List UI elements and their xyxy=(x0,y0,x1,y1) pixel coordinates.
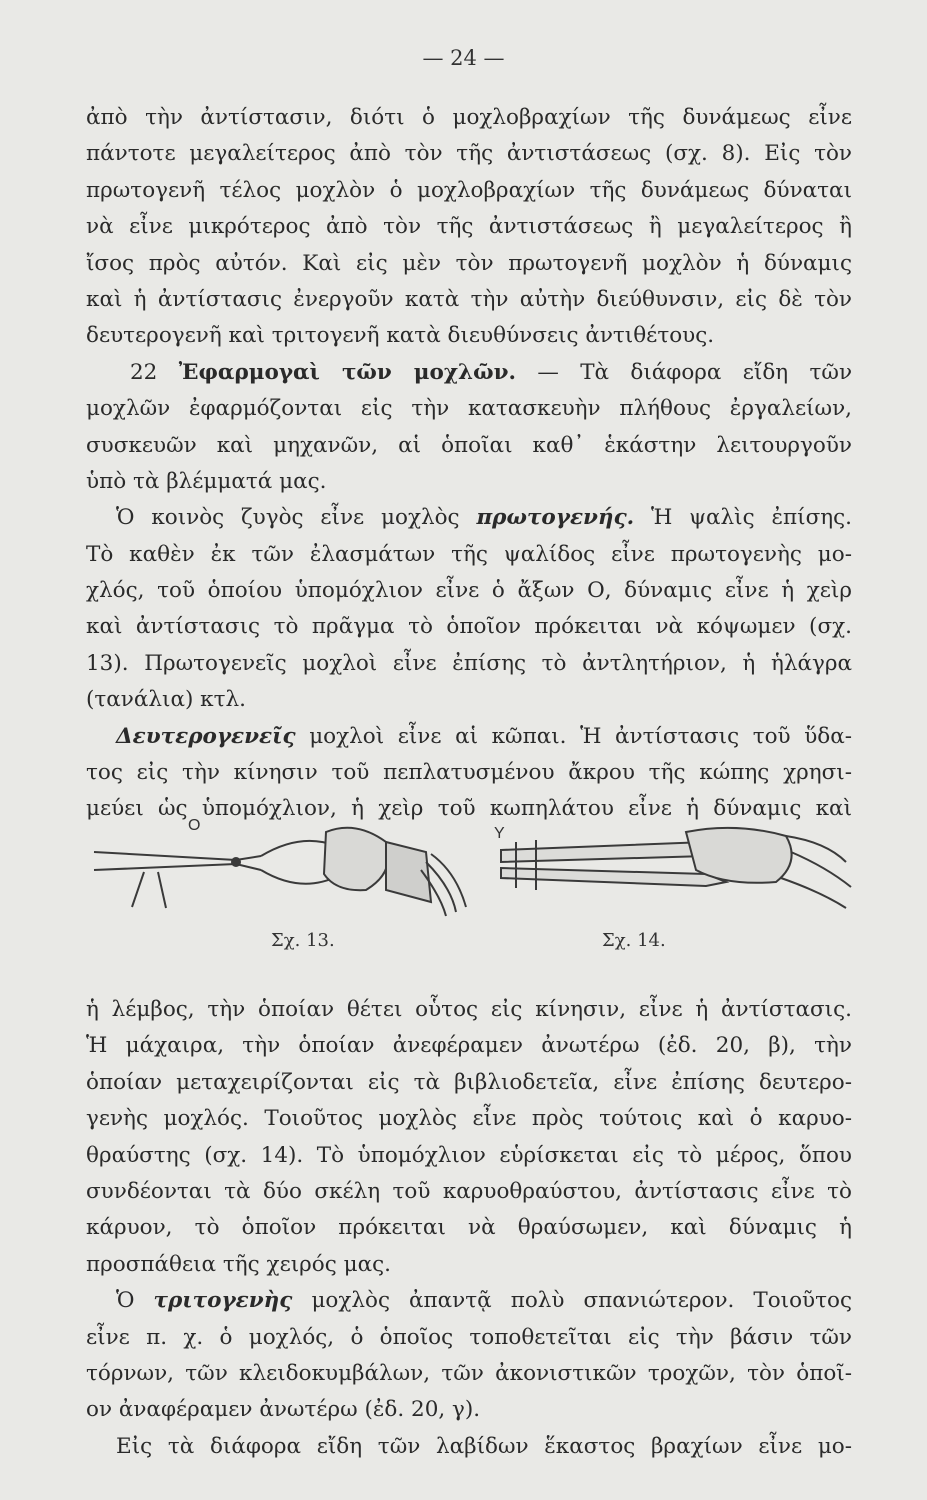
section-title: Ἐφαρμογαὶ τῶν μοχλῶν. xyxy=(178,359,516,385)
text-line xyxy=(86,1283,852,1319)
section-number: 22 xyxy=(130,359,158,385)
text-span: Ἡ ψαλὶς ἐπίσης. xyxy=(650,505,852,531)
text-line: καὶ ἡ ἀντίστασις ἐνεργοῦν κατὰ τὴν αὐτὴν διεύθυνσιν, εἰς δὲ τὸν xyxy=(86,286,852,312)
text-line: δευτερογενῆ καὶ τριτογενῆ κατὰ διευθύνσεις ἀντιθέτους. xyxy=(86,323,715,349)
text-line: Ἡ μάχαιρα, τὴν ὁποίαν ἀνεφέραμεν ἀνωτέρω (ἐδ. 20, β), τὴν xyxy=(86,1033,852,1059)
text-line: νὰ εἶνε μικρότερος ἀπὸ τὸν τῆς ἀντιστάσεως ἢ μεγαλείτερος ἢ xyxy=(86,214,852,240)
text-line: ὁποίαν μεταχειρίζονται εἰς τὰ βιβλιοδετεῖα, εἶνε ἐπίσης δευτερο- xyxy=(86,1069,852,1095)
text-line: ἡ λέμβος, τὴν ὁποίαν θέτει οὗτος εἰς κίνησιν, εἶνε ἡ ἀντίστασις. xyxy=(86,997,852,1022)
emphasis-term: τριτογενὴς xyxy=(153,1288,293,1314)
section-heading-line xyxy=(86,355,852,391)
text-line: ον ἀναφέραμεν ἀνωτέρω (ἐδ. 20, γ). xyxy=(86,1397,481,1423)
paragraph-block-top xyxy=(86,100,852,828)
nutcracker-illustration xyxy=(501,828,851,908)
text-line: τος εἰς τὴν κίνησιν τοῦ πεπλατυσμένου ἄκρου τῆς κώπης χρησι- xyxy=(86,760,852,786)
text-line: (τανάλια) κτλ. xyxy=(86,687,246,713)
text-line: γενὴς μοχλός. Τοιοῦτος μοχλὸς εἶνε πρὸς τούτοις καὶ ὁ καρυο- xyxy=(86,1106,852,1132)
emphasis-term: Δευτερογενεῖς xyxy=(116,723,296,749)
figure-label-y: Y xyxy=(494,825,505,842)
text-line: τόρνων, τῶν κλειδοκυμβάλων, τῶν ἀκονιστικῶν τροχῶν, τὸν ὁποῖ- xyxy=(86,1360,852,1386)
text-line: 13). Πρωτογενεῖς μοχλοὶ εἶνε ἐπίσης τὸ ἀντλητήριον, ἡ ἡλάγρα xyxy=(86,650,852,676)
text-line: Τὸ καθὲν ἐκ τῶν ἐλασμάτων τῆς ψαλίδος εἶνε πρωτογενὴς μο- xyxy=(86,541,852,567)
caption-fig-13: Σχ. 13. xyxy=(271,930,335,951)
figure-label-o: O xyxy=(188,817,201,834)
figures-row xyxy=(86,812,852,962)
scissors-illustration xyxy=(94,828,466,916)
emphasis-term: πρωτογενής. xyxy=(476,505,635,531)
text-line: πρωτογενῆ τέλος μοχλὸν ὁ μοχλοβραχίων τῆς δυνάμεως δύναται xyxy=(86,177,852,203)
text-span: μοχλοὶ εἶνε αἱ κῶπαι. Ἡ ἀντίστασις τοῦ ὕδα- xyxy=(309,723,852,749)
text-span: Ὁ xyxy=(116,1288,135,1314)
text-span: μοχλὸς ἀπαντᾷ πολὺ σπανιώτερον. Τοιοῦτος xyxy=(311,1288,852,1314)
text-line: Εἰς τὰ διάφορα εἴδη τῶν λαβίδων ἕκαστος βραχίων εἶνε μο- xyxy=(116,1433,852,1459)
text-line: θραύστης (σχ. 14). Τὸ ὑπομόχλιον εὑρίσκεται εἰς τὸ μέρος, ὅπου xyxy=(86,1142,852,1168)
text-line xyxy=(86,500,852,536)
text-line: χλός, τοῦ ὁποίου ὑπομόχλιον εἶνε ὁ ἄξων Ο, δύναμις εἶνε ἡ χεὶρ xyxy=(86,578,852,604)
text-line: συνδέονται τὰ δύο σκέλη τοῦ καρυοθραύστου, ἀντίστασις εἶνε τὸ xyxy=(86,1178,852,1204)
text-line: πάντοτε μεγαλείτερος ἀπὸ τὸν τῆς ἀντιστάσεως (σχ. 8). Εἰς τὸν xyxy=(86,141,852,167)
page-number: — 24 — xyxy=(422,46,505,70)
text-line: κάρυον, τὸ ὁποῖον πρόκειται νὰ θραύσωμεν, καὶ δύναμις ἡ xyxy=(86,1215,852,1241)
text-line: μεύει ὡς ὑπομόχλιον, ἡ χεὶρ τοῦ κωπηλάτου εἶνε ἡ δύναμις καὶ xyxy=(86,796,852,822)
caption-fig-14: Σχ. 14. xyxy=(602,930,666,951)
text-line: συσκευῶν καὶ μηχανῶν, αἱ ὁποῖαι καθ᾽ ἑκάστην λειτουργοῦν xyxy=(86,432,852,458)
text-span: Ὁ κοινὸς ζυγὸς εἶνε μοχλὸς xyxy=(116,505,460,531)
text-line xyxy=(86,719,852,755)
text-span: — Τὰ διάφορα εἴδη τῶν xyxy=(537,359,852,385)
figure-illustrations xyxy=(86,812,852,922)
text-line: ὑπὸ τὰ βλέμματά μας. xyxy=(86,468,327,494)
text-line: προσπάθεια τῆς χειρός μας. xyxy=(86,1251,391,1277)
text-line: εἶνε π. χ. ὁ μοχλός, ὁ ὁποῖος τοποθετεῖται εἰς τὴν βάσιν τῶν xyxy=(86,1324,852,1350)
text-line: ἴσος πρὸς αὐτόν. Καὶ εἰς μὲν τὸν πρωτογενῆ μοχλὸν ἡ δύναμις xyxy=(86,250,852,276)
text-line: ἀπὸ τὴν ἀντίστασιν, διότι ὁ μοχλοβραχίων τῆς δυνάμεως εἶνε xyxy=(86,105,852,130)
text-line: μοχλῶν ἐφαρμόζονται εἰς τὴν κατασκευὴν πλήθους ἐργαλείων, xyxy=(86,396,852,422)
paragraph-block-bottom xyxy=(86,992,852,1465)
text-line: καὶ ἀντίστασις τὸ πρᾶγμα τὸ ὁποῖον πρόκειται νὰ κόψωμεν (σχ. xyxy=(86,614,852,640)
